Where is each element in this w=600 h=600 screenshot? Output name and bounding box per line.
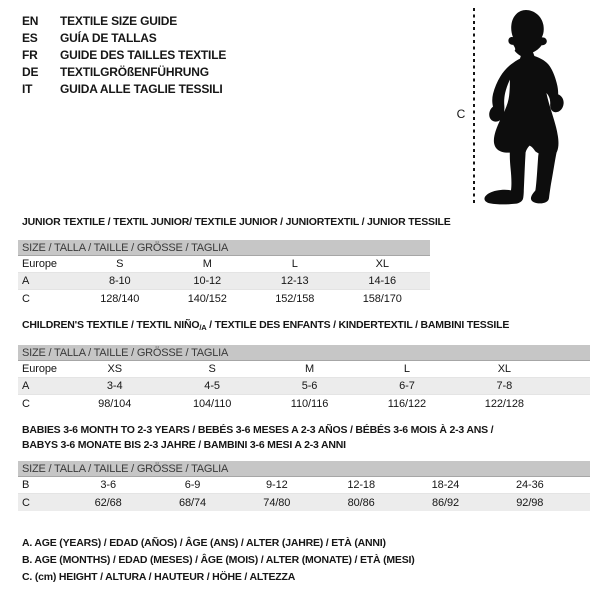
- language-row: [22, 47, 226, 64]
- size-cell: 122/128: [484, 397, 524, 410]
- row-label: C: [22, 496, 30, 509]
- language-code: ES: [22, 31, 38, 45]
- row-label: A: [22, 380, 30, 392]
- size-cell: 104/110: [192, 397, 232, 410]
- row-values: [66, 398, 553, 410]
- children-title-subscript: /A: [199, 323, 207, 332]
- babies-size-table: [18, 461, 590, 511]
- size-cell: 4-5: [204, 380, 220, 392]
- row-label: Europe: [22, 258, 57, 270]
- language-code: EN: [22, 14, 39, 28]
- language-row: [22, 64, 226, 81]
- note-age-months: B. AGE (MONTHS) / EDAD (MESES) / ÂGE (MOIS) / ALTER (MONATE) / ETÀ (MESI): [22, 554, 415, 566]
- legend-notes: [22, 535, 415, 586]
- table-row: [18, 378, 590, 395]
- size-cell: 3-4: [106, 380, 123, 392]
- language-title: TEXTILGRÖßENFÜHRUNG: [60, 65, 209, 79]
- babies-title-line2: BABYS 3-6 MONATE BIS 2-3 JAHRE / BAMBINI 3-6 MESI A 2-3 ANNI: [22, 439, 346, 451]
- table-row: [18, 477, 590, 494]
- size-cell: 128/140: [100, 292, 140, 305]
- junior-table-title: JUNIOR TEXTILE / TEXTIL JUNIOR/ TEXTILE JUNIOR / JUNIORTEXTIL / JUNIOR TESSILE: [22, 216, 451, 228]
- babies-table-title: [22, 423, 582, 453]
- language-code: DE: [22, 65, 39, 79]
- size-cell: 12-13: [280, 275, 309, 287]
- row-values: [76, 293, 426, 305]
- size-cell: 158/170: [362, 292, 402, 305]
- size-cell: S: [208, 363, 216, 375]
- height-dashed-line: [473, 8, 475, 206]
- language-title: GUÍA DE TALLAS: [60, 31, 157, 45]
- children-size-table: [18, 345, 590, 412]
- language-code: IT: [22, 82, 33, 96]
- row-label: Europe: [22, 363, 57, 375]
- size-cell: 140/152: [187, 292, 227, 305]
- size-cell: 110/116: [290, 397, 329, 410]
- size-cell: 24-36: [515, 479, 544, 491]
- children-table-title: [22, 319, 509, 332]
- size-cell: 8-10: [108, 275, 131, 287]
- language-title-list: [22, 13, 226, 98]
- note-height-cm: C. (cm) HEIGHT / ALTURA / HAUTEUR / HÖHE / ALTEZZA: [22, 571, 296, 583]
- size-cell: 98/104: [98, 397, 132, 410]
- size-cell: 116/122: [387, 397, 427, 410]
- row-values: [76, 275, 426, 287]
- size-cell: 3-6: [100, 479, 116, 491]
- size-cell: 80/86: [347, 496, 375, 509]
- size-cell: 5-6: [301, 380, 318, 392]
- table-row: [18, 256, 430, 273]
- table-row: [18, 273, 430, 290]
- language-title: GUIDE DES TAILLES TEXTILE: [60, 48, 227, 62]
- size-cell: 14-16: [368, 275, 397, 287]
- language-code: FR: [22, 48, 38, 62]
- language-title: GUIDA ALLE TAGLIE TESSILI: [60, 82, 223, 96]
- language-row: [22, 81, 226, 98]
- size-cell: XS: [107, 363, 122, 375]
- size-header-bar: SIZE / TALLA / TAILLE / GRÖSSE / TAGLIA: [18, 461, 590, 477]
- size-cell: 74/80: [263, 496, 291, 509]
- size-cell: 18-24: [431, 479, 460, 491]
- size-header-bar: SIZE / TALLA / TAILLE / GRÖSSE / TAGLIA: [18, 345, 590, 361]
- row-label: B: [22, 479, 30, 491]
- table-row: [18, 361, 590, 378]
- row-values: [66, 497, 572, 509]
- size-cell: 68/74: [178, 496, 206, 509]
- size-cell: 92/98: [516, 496, 544, 509]
- size-cell: S: [116, 258, 124, 270]
- row-values: [76, 258, 426, 270]
- size-cell: L: [403, 363, 410, 375]
- table-row: [18, 395, 590, 412]
- size-cell: 62/68: [94, 496, 122, 509]
- children-title-text: / TEXTILE DES ENFANTS / KINDERTEXTIL / BAMBINI TESSILE: [206, 319, 510, 331]
- table-row: [18, 290, 430, 307]
- note-age-years: A. AGE (YEARS) / EDAD (AÑOS) / ÂGE (ANS) / ALTER (JAHRE) / ETÀ (ANNI): [22, 537, 386, 549]
- size-cell: XL: [497, 363, 511, 375]
- table-row: [18, 494, 590, 511]
- size-header-bar: SIZE / TALLA / TAILLE / GRÖSSE / TAGLIA: [18, 240, 430, 256]
- row-values: [66, 363, 553, 375]
- row-label: C: [22, 292, 30, 305]
- language-row: [22, 13, 226, 30]
- size-cell: 6-9: [184, 479, 201, 491]
- junior-size-table: [18, 240, 430, 307]
- row-label: C: [22, 397, 30, 410]
- children-title-text: CHILDREN'S TEXTILE / TEXTIL NIÑO: [22, 319, 200, 331]
- height-measure-label: C: [456, 107, 466, 121]
- size-cell: M: [304, 363, 315, 375]
- babies-title-line1: BABIES 3-6 MONTH TO 2-3 YEARS / BEBÉS 3-6 MESES A 2-3 AÑOS / BÉBÉS 3-6 MOIS À 2-3 ANS /: [22, 424, 494, 436]
- baby-silhouette-icon: [480, 0, 600, 215]
- size-cell: 7-8: [496, 380, 513, 392]
- size-cell: 10-12: [193, 275, 222, 287]
- language-row: [22, 30, 226, 47]
- row-label: A: [22, 275, 30, 287]
- size-cell: 9-12: [266, 479, 288, 491]
- size-cell: L: [291, 258, 298, 270]
- row-values: [66, 479, 572, 491]
- size-cell: M: [202, 258, 212, 270]
- size-cell: 86/92: [431, 496, 459, 509]
- size-cell: XL: [375, 258, 389, 270]
- size-cell: 12-18: [347, 479, 375, 491]
- size-cell: 6-7: [399, 380, 415, 392]
- size-cell: 152/158: [275, 292, 315, 305]
- row-values: [66, 380, 553, 392]
- language-title: TEXTILE SIZE GUIDE: [60, 14, 178, 28]
